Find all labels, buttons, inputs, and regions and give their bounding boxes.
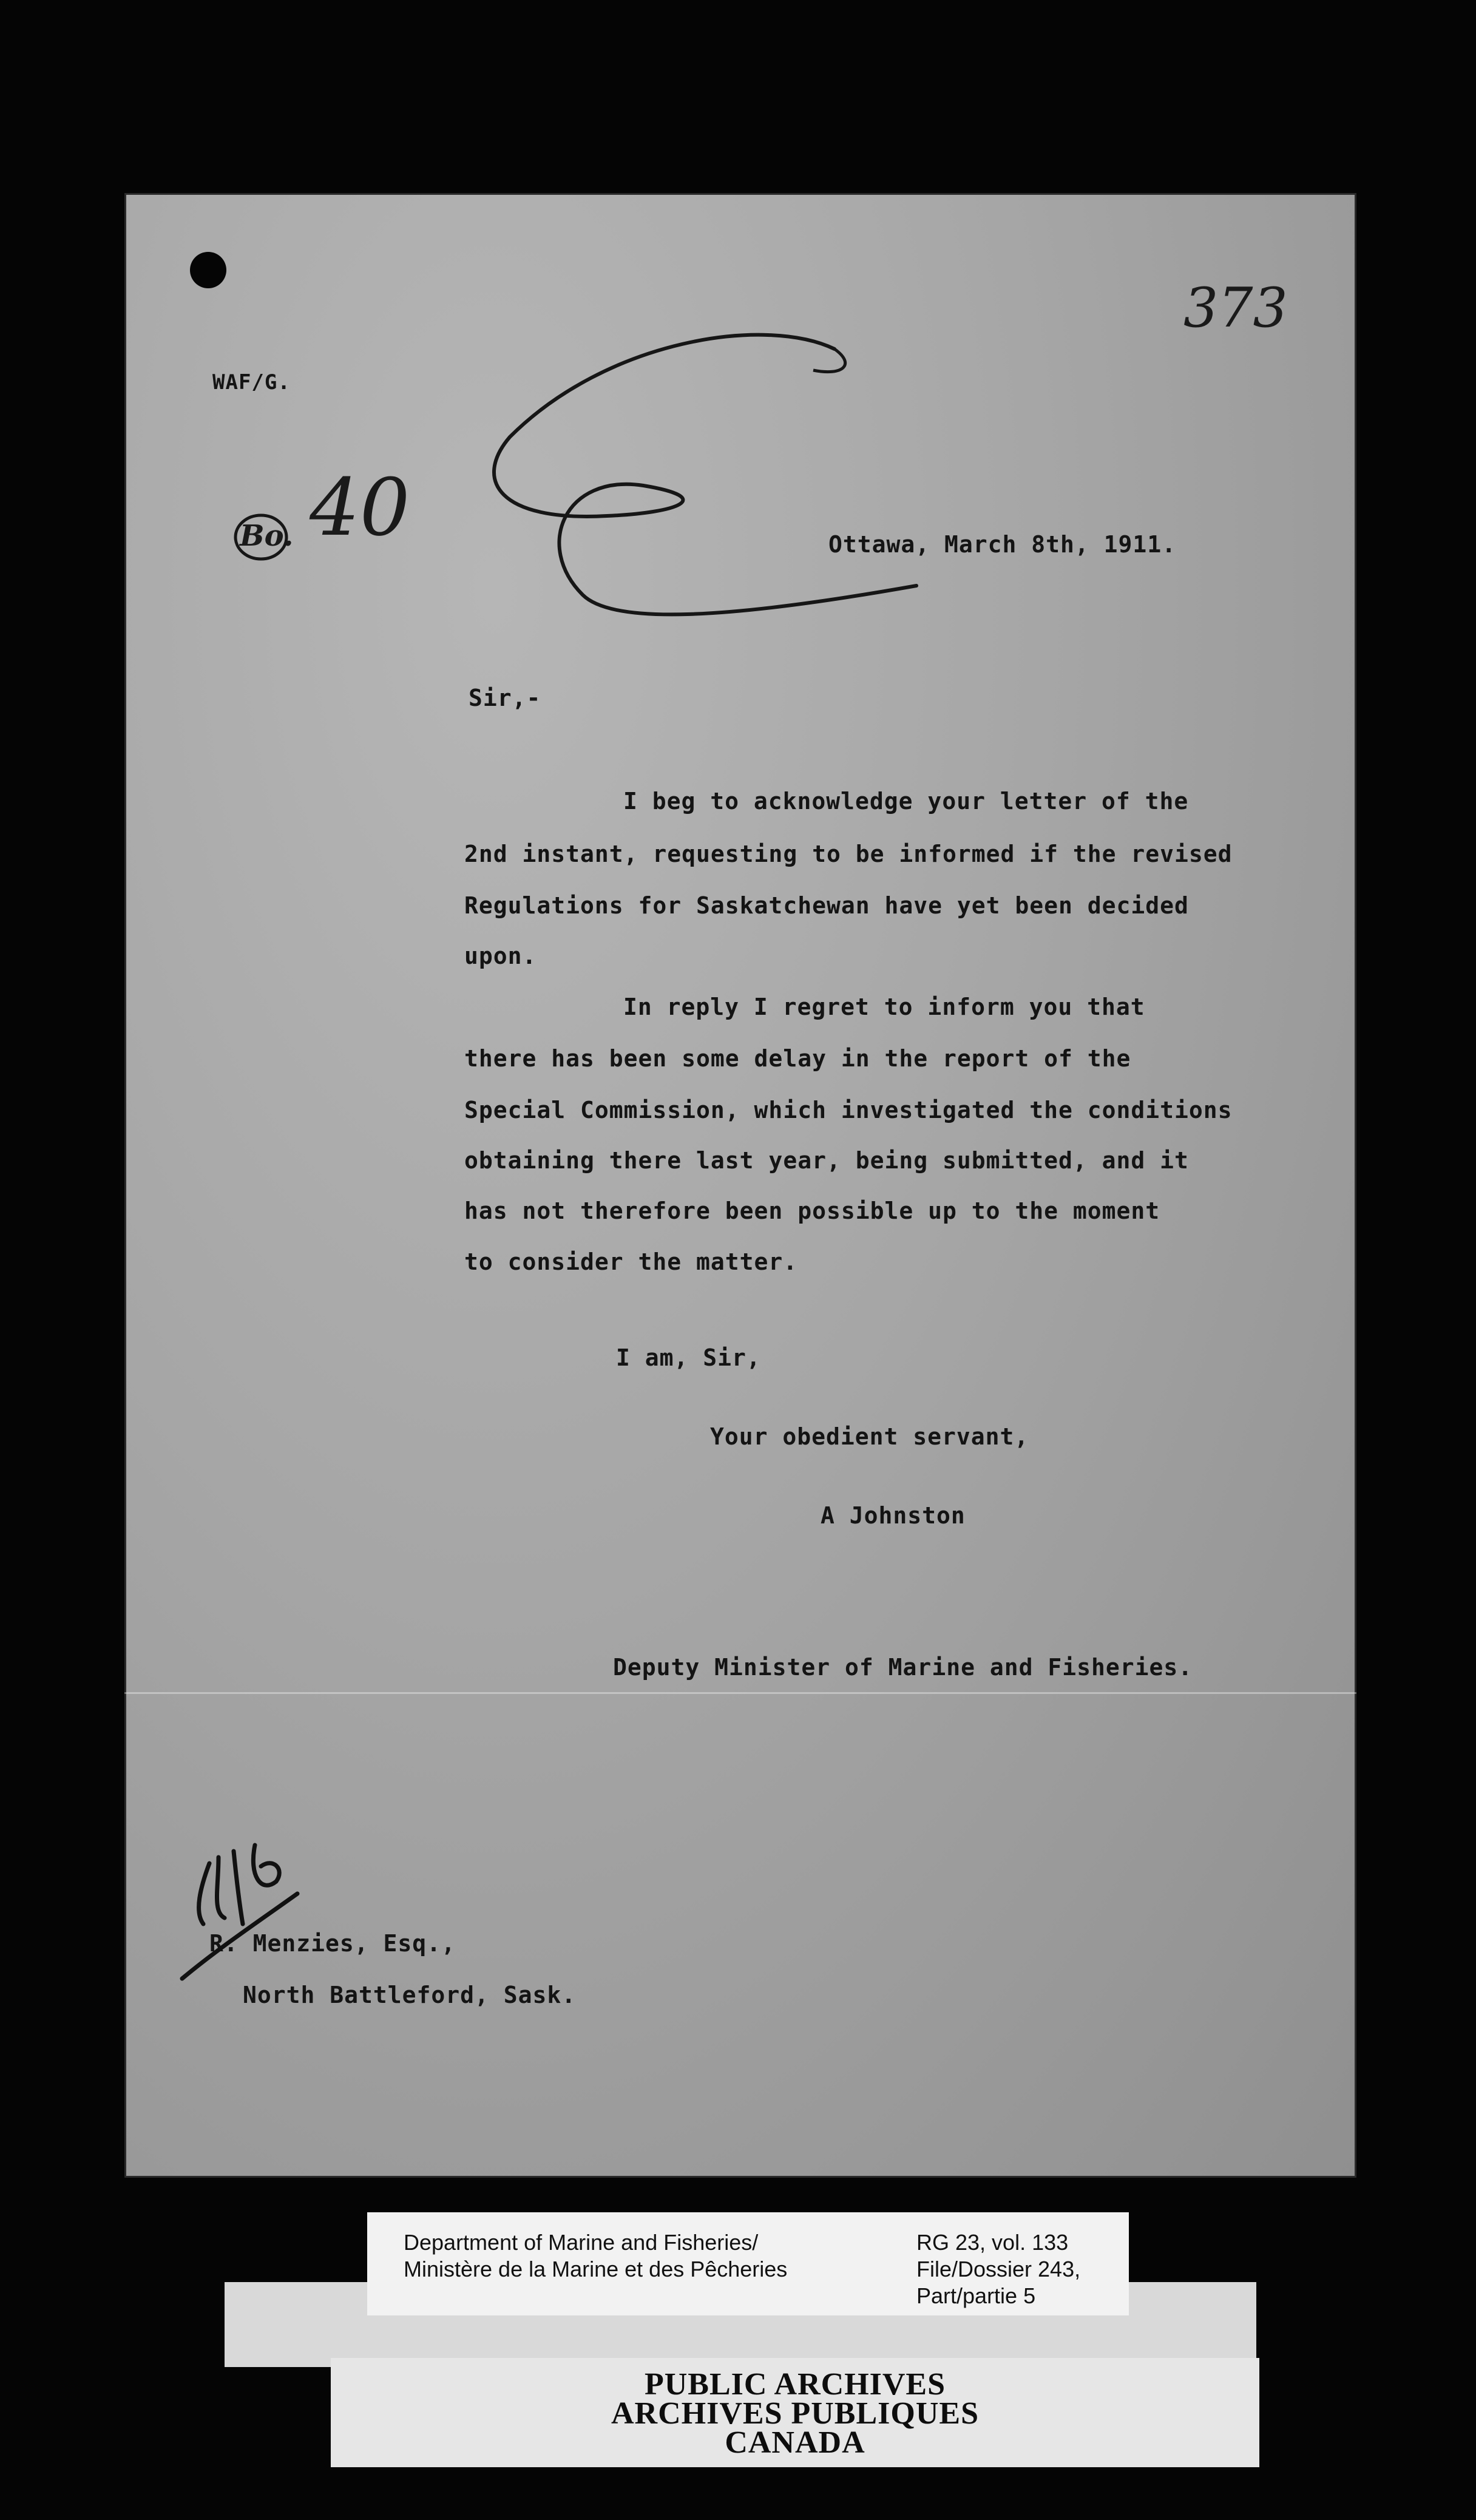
- body-line: upon.: [464, 943, 537, 969]
- margin-stamp: Bo.: [240, 519, 294, 553]
- signatory: A Johnston: [821, 1502, 966, 1529]
- place-and-date: Ottawa, March 8th, 1911.: [828, 531, 1177, 558]
- handwritten-margin-number: 40: [310, 461, 410, 554]
- part-partie: Part/partie 5: [916, 2283, 1036, 2308]
- department-en: Department of Marine and Fisheries/: [404, 2230, 759, 2255]
- handwritten-folio-number: 373: [1183, 276, 1288, 340]
- stamp-line: PUBLIC ARCHIVES: [644, 2367, 946, 2402]
- addressee-name: R. Menzies, Esq.,: [209, 1930, 456, 1957]
- file-dossier: File/Dossier 243,: [916, 2257, 1081, 2281]
- closing: I am, Sir,: [616, 1344, 761, 1371]
- salutation: Sir,-: [469, 685, 541, 711]
- file-reference: WAF/G.: [212, 370, 291, 395]
- record-reference: [916, 2229, 1080, 2309]
- body-line: to consider the matter.: [464, 1248, 798, 1275]
- signatory-title: Deputy Minister of Marine and Fisheries.: [613, 1654, 1193, 1681]
- page-fold-line: [124, 1692, 1356, 1694]
- body-line: obtaining there last year, being submitted, and it: [464, 1147, 1189, 1174]
- addressee-place: North Battleford, Sask.: [243, 1982, 577, 2008]
- stamp-line: CANADA: [725, 2425, 865, 2460]
- valediction: Your obedient servant,: [710, 1423, 1029, 1450]
- department-names: [404, 2229, 787, 2283]
- body-line: 2nd instant, requesting to be informed if the revised: [464, 841, 1233, 867]
- punch-hole: [190, 252, 226, 288]
- stamp-line: ARCHIVES PUBLIQUES: [611, 2396, 980, 2431]
- archive-reference-label: [367, 2212, 1129, 2315]
- body-line: there has been some delay in the report of the: [464, 1045, 1131, 1072]
- department-fr: Ministère de la Marine et des Pêcheries: [404, 2257, 788, 2281]
- body-line: Special Commission, which investigated the conditions: [464, 1097, 1233, 1123]
- record-group: RG 23, vol. 133: [916, 2230, 1069, 2255]
- public-archives-stamp: [331, 2358, 1259, 2467]
- body-line: I beg to acknowledge your letter of the: [623, 788, 1189, 815]
- body-line: In reply I regret to inform you that: [623, 994, 1145, 1020]
- body-line: has not therefore been possible up to the moment: [464, 1197, 1160, 1224]
- body-line: Regulations for Saskatchewan have yet been decided: [464, 892, 1189, 919]
